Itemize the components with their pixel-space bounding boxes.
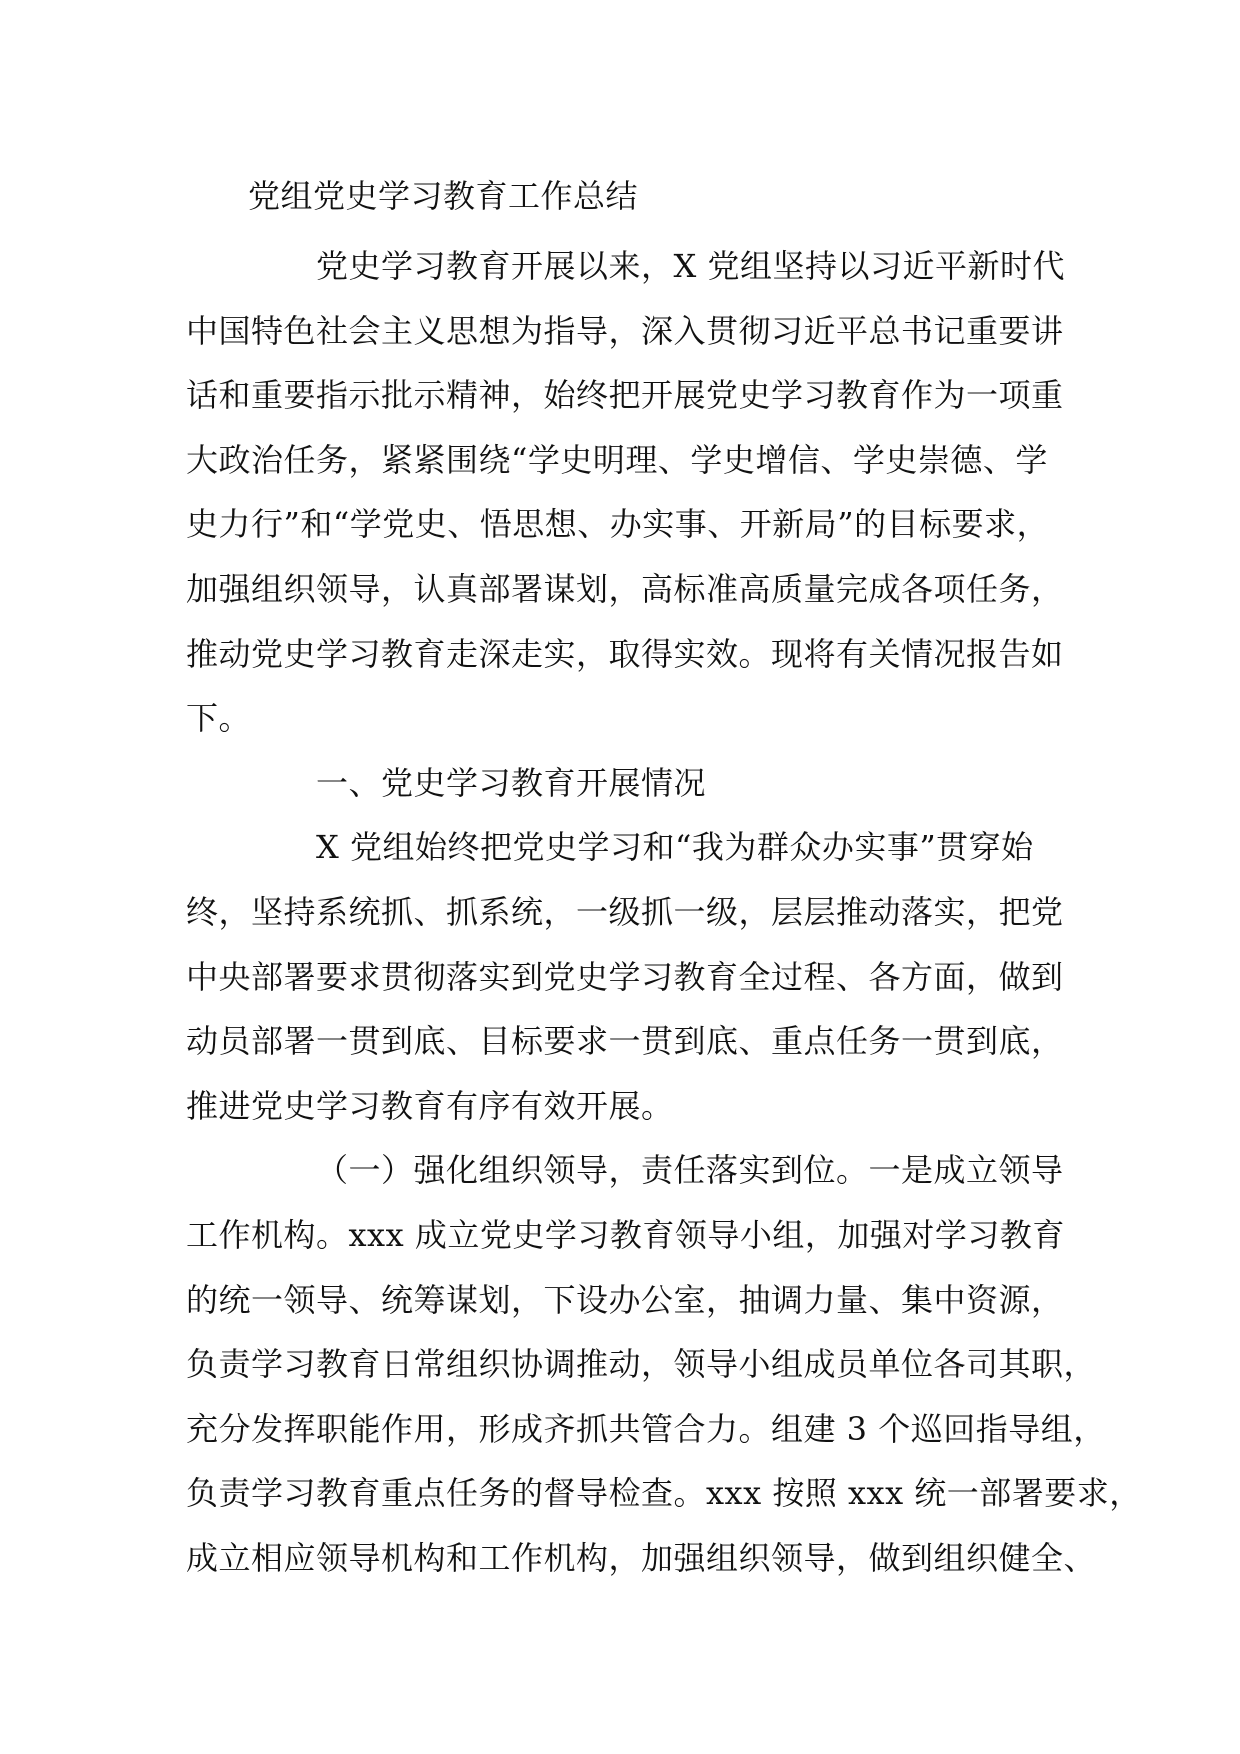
paragraph-organization: [186, 1138, 1142, 1590]
section-heading: [186, 751, 1086, 816]
text-line: 终，坚持系统抓、抓系统，一级抓一级，层层推动落实，把党: [186, 892, 1064, 931]
text-line: 话和重要指示批示精神，始终把开展党史学习教育作为一项重: [186, 376, 1064, 415]
text-line: 加强组织领导，认真部署谋划，高标准高质量完成各项任务，: [186, 569, 1064, 608]
paragraph-overview: [186, 815, 1086, 1138]
text-line: 成立相应领导机构和工作机构，加强组织领导，做到组织健全、: [186, 1538, 1097, 1577]
text-line: 中央部署要求贯彻落实到党史学习教育全过程、各方面，做到: [186, 957, 1064, 996]
paragraph-intro: [186, 234, 1086, 751]
text-line: 负责学习教育日常组织协调推动，领导小组成员单位各司其职，: [186, 1345, 1097, 1384]
text-line: 工作机构。xxx 成立党史学习教育领导小组，加强对学习教育: [186, 1215, 1065, 1254]
heading-line: 一、党史学习教育开展情况: [316, 763, 707, 802]
text-line: 中国特色社会主义思想为指导，深入贯彻习近平总书记重要讲: [186, 311, 1064, 350]
text-line: 下。: [186, 699, 252, 738]
text-line: 充分发挥职能作用，形成齐抓共管合力。组建 3 个巡回指导组，: [186, 1409, 1106, 1448]
text-line: 大政治任务，紧紧围绕“学史明理、学史增信、学史崇德、学: [186, 440, 1048, 479]
text-line: 推进党史学习教育有序有效开展。: [186, 1086, 674, 1125]
text-line: 的统一领导、统筹谋划，下设办公室，抽调力量、集中资源，: [186, 1280, 1064, 1319]
document-body: [186, 234, 1142, 1590]
text-line: 推动党史学习教育走深走实，取得实效。现将有关情况报告如: [186, 634, 1064, 673]
text-line: 党史学习教育开展以来，X 党组坚持以习近平新时代: [316, 247, 1065, 285]
text-line: 史力行”和“学党史、悟思想、办实事、开新局”的目标要求，: [186, 505, 1050, 544]
text-line: 动员部署一贯到底、目标要求一贯到底、重点任务一贯到底，: [186, 1022, 1064, 1061]
document-title: 党组党史学习教育工作总结: [248, 177, 639, 215]
text-line: X 党组始终把党史学习和“我为群众办实事”贯穿始: [316, 828, 1034, 867]
text-line: 负责学习教育重点任务的督导检查。xxx 按照 xxx 统一部署要求，: [186, 1474, 1142, 1513]
text-line: （一）强化组织领导，责任落实到位。一是成立领导: [316, 1151, 1064, 1190]
